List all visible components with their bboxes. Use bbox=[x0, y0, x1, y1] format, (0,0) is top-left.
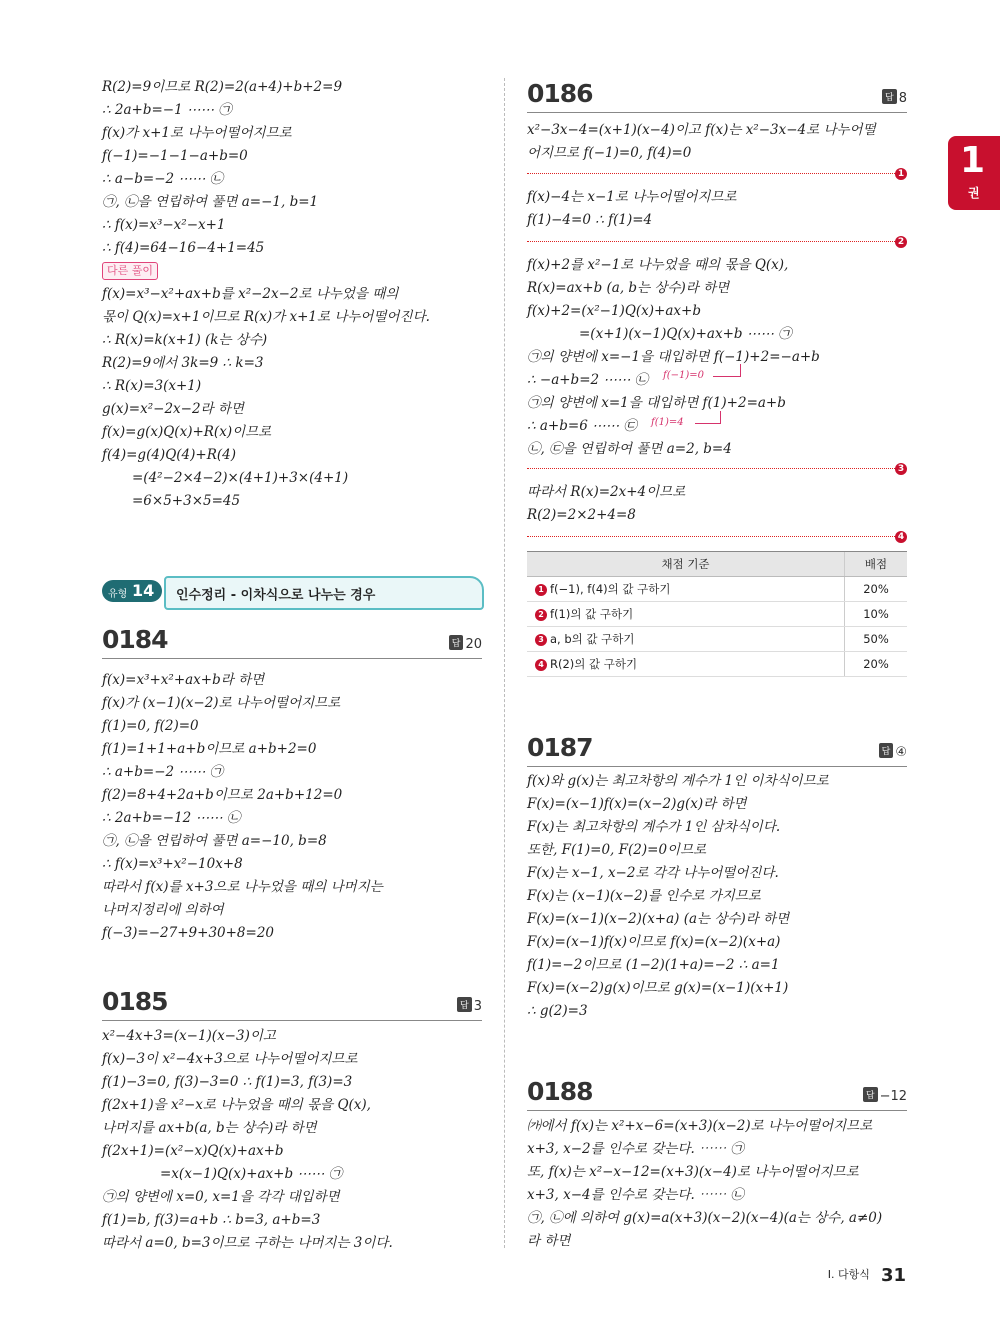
type-prefix: 유형 bbox=[108, 589, 128, 600]
criteria-text: a, b의 값 구하기 bbox=[550, 632, 635, 646]
criteria-text: f(−1), f(4)의 값 구하기 bbox=[550, 582, 671, 596]
step-number-icon: 4 bbox=[535, 659, 547, 671]
text-line: f(2)=8+4+2a+b이므로 2a+b+12=0 bbox=[102, 787, 343, 803]
text-line: f(1)=b, f(3)=a+b ∴ b=3, a+b=3 bbox=[102, 1212, 321, 1228]
text-line: f(2x+1)=(x²−x)Q(x)+ax+b bbox=[102, 1143, 284, 1159]
step-divider bbox=[527, 468, 899, 469]
text-line: ∴ f(x)=x³+x²−10x+8 bbox=[102, 856, 243, 872]
type-section-bar bbox=[102, 576, 482, 606]
problem-number: 0188 bbox=[527, 1077, 593, 1106]
problem-header-0185 bbox=[102, 982, 482, 1021]
text-line: f(x)−3이 x²−4x+3으로 나누어떨어지므로 bbox=[102, 1051, 358, 1067]
type-badge bbox=[102, 580, 162, 602]
text-line: x²−4x+3=(x−1)(x−3)이고 bbox=[102, 1028, 276, 1044]
text-line: f(x)=x³−x²+ax+b를 x²−2x−2로 나누었을 때의 bbox=[102, 286, 399, 302]
column-divider bbox=[504, 78, 505, 1248]
text-line: F(x)는 x−1, x−2로 각각 나누어떨어진다. bbox=[527, 865, 779, 881]
criteria-cell bbox=[527, 627, 845, 652]
text-line: 또한, F(1)=0, F(2)=0이므로 bbox=[527, 842, 707, 858]
page-footer bbox=[828, 1265, 906, 1286]
step-divider bbox=[527, 241, 899, 242]
criteria-cell bbox=[527, 652, 845, 677]
step-number-icon: 1 bbox=[535, 584, 547, 596]
criteria-cell bbox=[527, 577, 845, 602]
scoring-table bbox=[527, 551, 907, 677]
text-line: ㉡, ㉢을 연립하여 풀면 a=2, b=4 bbox=[527, 441, 732, 457]
problem-answer bbox=[863, 1087, 907, 1104]
step-marker-3: 3 bbox=[895, 463, 907, 475]
text-line: R(x)=ax+b (a, b는 상수)라 하면 bbox=[527, 280, 730, 296]
text-line: x+3, x−2를 인수로 갖는다. ⋯⋯ ㉠ bbox=[527, 1141, 744, 1157]
text-line: f(1)=0, f(2)=0 bbox=[102, 718, 199, 734]
text-line: ∴ 2a+b=−1 ⋯⋯ ㉠ bbox=[102, 102, 232, 118]
text-line: 나머지를 ax+b(a, b는 상수)라 하면 bbox=[102, 1120, 317, 1136]
answer-value: −12 bbox=[879, 1089, 907, 1104]
text-line: =x(x−1)Q(x)+ax+b ⋯⋯ ㉠ bbox=[160, 1166, 343, 1182]
scoring-header-row bbox=[527, 552, 907, 577]
answer-badge: 답 bbox=[449, 635, 464, 650]
problem-answer bbox=[449, 635, 482, 652]
chapter-label: I. 다항식 bbox=[827, 1268, 870, 1281]
problem-answer bbox=[882, 89, 907, 106]
text-line: 어지므로 f(−1)=0, f(4)=0 bbox=[527, 145, 692, 161]
problem-header-0186 bbox=[527, 74, 907, 113]
alt-solution-tag-row bbox=[102, 260, 158, 280]
text-line: ∴ a−b=−2 ⋯⋯ ㉡ bbox=[102, 171, 224, 187]
text-line: f(x)+2=(x²−1)Q(x)+ax+b bbox=[527, 303, 701, 319]
text-line: 나머지정리에 의하여 bbox=[102, 902, 224, 918]
text-line: ∴ a+b=6 ⋯⋯ ㉢ bbox=[527, 418, 637, 434]
text-line: R(2)=9에서 3k=9 ∴ k=3 bbox=[102, 355, 264, 371]
volume-tab bbox=[948, 136, 1000, 210]
page-number: 31 bbox=[880, 1265, 906, 1286]
text-line: F(x)=(x−1)(x−2)(x+a) (a는 상수)라 하면 bbox=[527, 911, 790, 927]
text-line: F(x)=(x−1)f(x)이므로 f(x)=(x−2)(x+a) bbox=[527, 934, 781, 950]
text-line: f(1)=−2이므로 (1−2)(1+a)=−2 ∴ a=1 bbox=[527, 957, 780, 973]
text-line: ㉠, ㉡을 연립하여 풀면 a=−1, b=1 bbox=[102, 194, 319, 210]
annotation-f-minus1: f(−1)=0 bbox=[663, 370, 704, 381]
text-line: ∴ f(x)=x³−x²−x+1 bbox=[102, 217, 226, 233]
text-line: f(x)=x³+x²+ax+b라 하면 bbox=[102, 672, 265, 688]
text-line: =6×5+3×5=45 bbox=[132, 493, 241, 509]
problem-header-0187 bbox=[527, 728, 907, 767]
volume-number: 1 bbox=[960, 140, 986, 181]
text-line: ㉠의 양변에 x=1을 대입하면 f(1)+2=a+b bbox=[527, 395, 786, 411]
answer-value: 3 bbox=[473, 999, 482, 1014]
criteria-header: 채점 기준 bbox=[527, 552, 845, 577]
text-line: =(4²−2×4−2)×(4+1)+3×(4+1) bbox=[132, 470, 349, 486]
points-cell: 20% bbox=[845, 577, 908, 602]
problem-number: 0184 bbox=[102, 625, 168, 654]
text-line: F(x)는 최고차항의 계수가 1인 삼차식이다. bbox=[527, 819, 781, 835]
annotation-line bbox=[713, 376, 741, 377]
text-line: f(−1)=−1−1−a+b=0 bbox=[102, 148, 248, 164]
text-line: f(−3)=−27+9+30+8=20 bbox=[102, 925, 275, 941]
answer-value: 20 bbox=[465, 637, 482, 652]
annotation-arrow bbox=[740, 364, 741, 376]
step-number-icon: 2 bbox=[535, 609, 547, 621]
text-line: f(x)+2를 x²−1로 나누었을 때의 몫을 Q(x), bbox=[527, 257, 789, 273]
text-line: =(x+1)(x−1)Q(x)+ax+b ⋯⋯ ㉠ bbox=[579, 326, 792, 342]
problem-answer bbox=[879, 743, 907, 760]
text-line: 라 하면 bbox=[527, 1233, 571, 1249]
answer-value: ④ bbox=[895, 745, 907, 760]
alt-solution-tag: 다른 풀이 bbox=[102, 262, 158, 280]
answer-badge: 답 bbox=[863, 1087, 878, 1102]
text-line: f(x)가 (x−1)(x−2)로 나누어떨어지므로 bbox=[102, 695, 341, 711]
text-line: ㉠, ㉡에 의하여 g(x)=a(x+3)(x−2)(x−4)(a는 상수, a≠0) bbox=[527, 1210, 883, 1226]
scoring-row bbox=[527, 602, 907, 627]
problem-number: 0186 bbox=[527, 79, 593, 108]
type-title: 인수정리 - 이차식으로 나누는 경우 bbox=[176, 588, 376, 603]
text-line: 따라서 a=0, b=3이므로 구하는 나머지는 3이다. bbox=[102, 1235, 393, 1251]
text-line: ㈎에서 f(x)는 x²+x−6=(x+3)(x−2)로 나누어떨어지므로 bbox=[527, 1118, 873, 1134]
text-line: f(1)=1+1+a+b이므로 a+b+2=0 bbox=[102, 741, 317, 757]
text-line: f(1)−3=0, f(3)−3=0 ∴ f(1)=3, f(3)=3 bbox=[102, 1074, 353, 1090]
annotation-line bbox=[695, 423, 721, 424]
text-line: ∴ g(2)=3 bbox=[527, 1003, 588, 1019]
text-line: 몫이 Q(x)=x+1이므로 R(x)가 x+1로 나누어떨어진다. bbox=[102, 309, 430, 325]
problem-number: 0187 bbox=[527, 733, 593, 762]
text-line: f(x)와 g(x)는 최고차항의 계수가 1인 이차식이므로 bbox=[527, 773, 829, 789]
text-line: R(2)=2×2+4=8 bbox=[527, 507, 636, 523]
step-marker-1: 1 bbox=[895, 168, 907, 180]
points-cell: 20% bbox=[845, 652, 908, 677]
points-cell: 10% bbox=[845, 602, 908, 627]
text-line: ∴ 2a+b=−12 ⋯⋯ ㉡ bbox=[102, 810, 241, 826]
text-line: f(x)=g(x)Q(x)+R(x)이므로 bbox=[102, 424, 272, 440]
answer-badge: 답 bbox=[457, 997, 472, 1012]
text-line: g(x)=x²−2x−2라 하면 bbox=[102, 401, 244, 417]
text-line: ㉠의 양변에 x=0, x=1을 각각 대입하면 bbox=[102, 1189, 340, 1205]
criteria-cell bbox=[527, 602, 845, 627]
step-divider bbox=[527, 173, 899, 174]
text-line: ㉠의 양변에 x=−1을 대입하면 f(−1)+2=−a+b bbox=[527, 349, 820, 365]
text-line: x+3, x−4를 인수로 갖는다. ⋯⋯ ㉡ bbox=[527, 1187, 744, 1203]
type-number: 14 bbox=[132, 581, 155, 600]
annotation-arrow bbox=[720, 411, 721, 423]
text-line: F(x)=(x−1)f(x)=(x−2)g(x)라 하면 bbox=[527, 796, 747, 812]
problem-header-0184 bbox=[102, 620, 482, 659]
text-line: 또, f(x)는 x²−x−12=(x+3)(x−4)로 나누어떨어지므로 bbox=[527, 1164, 859, 1180]
text-line: 따라서 f(x)를 x+3으로 나누었을 때의 나머지는 bbox=[102, 879, 383, 895]
text-line: x²−3x−4=(x+1)(x−4)이고 f(x)는 x²−3x−4로 나누어떨 bbox=[527, 122, 876, 138]
answer-value: 8 bbox=[898, 91, 907, 106]
type-title-box bbox=[164, 576, 484, 610]
points-header: 배점 bbox=[845, 552, 908, 577]
criteria-text: f(1)의 값 구하기 bbox=[550, 607, 634, 621]
text-line: ∴ R(x)=k(x+1) (k는 상수) bbox=[102, 332, 268, 348]
text-line: ∴ −a+b=2 ⋯⋯ ㉡ bbox=[527, 372, 649, 388]
problem-number: 0185 bbox=[102, 987, 168, 1016]
problem-header-0188 bbox=[527, 1072, 907, 1111]
answer-badge: 답 bbox=[882, 89, 897, 104]
text-line: f(1)−4=0 ∴ f(1)=4 bbox=[527, 212, 653, 228]
step-marker-2: 2 bbox=[895, 236, 907, 248]
text-line: R(2)=9이므로 R(2)=2(a+4)+b+2=9 bbox=[102, 79, 343, 95]
step-divider bbox=[527, 536, 899, 537]
scoring-row bbox=[527, 627, 907, 652]
criteria-text: R(2)의 값 구하기 bbox=[550, 657, 638, 671]
text-line: F(x)는 (x−1)(x−2)를 인수로 가지므로 bbox=[527, 888, 761, 904]
scoring-row bbox=[527, 652, 907, 677]
volume-label: 권 bbox=[968, 186, 980, 200]
text-line: ㉠, ㉡을 연립하여 풀면 a=−10, b=8 bbox=[102, 833, 327, 849]
problem-answer bbox=[457, 997, 482, 1014]
annotation-f1: f(1)=4 bbox=[651, 417, 684, 428]
text-line: F(x)=(x−2)g(x)이므로 g(x)=(x−1)(x+1) bbox=[527, 980, 789, 996]
text-line: 따라서 R(x)=2x+4이므로 bbox=[527, 484, 686, 500]
text-line: ∴ R(x)=3(x+1) bbox=[102, 378, 202, 394]
text-line: f(x)−4는 x−1로 나누어떨어지므로 bbox=[527, 189, 737, 205]
text-line: ∴ a+b=−2 ⋯⋯ ㉠ bbox=[102, 764, 224, 780]
step-marker-4: 4 bbox=[895, 531, 907, 543]
text-line: f(x)가 x+1로 나누어떨어지므로 bbox=[102, 125, 292, 141]
answer-badge: 답 bbox=[879, 743, 894, 758]
text-line: f(2x+1)을 x²−x로 나누었을 때의 몫을 Q(x), bbox=[102, 1097, 371, 1113]
points-cell: 50% bbox=[845, 627, 908, 652]
scoring-row bbox=[527, 577, 907, 602]
step-number-icon: 3 bbox=[535, 634, 547, 646]
text-line: f(4)=g(4)Q(4)+R(4) bbox=[102, 447, 236, 463]
text-line: ∴ f(4)=64−16−4+1=45 bbox=[102, 240, 265, 256]
